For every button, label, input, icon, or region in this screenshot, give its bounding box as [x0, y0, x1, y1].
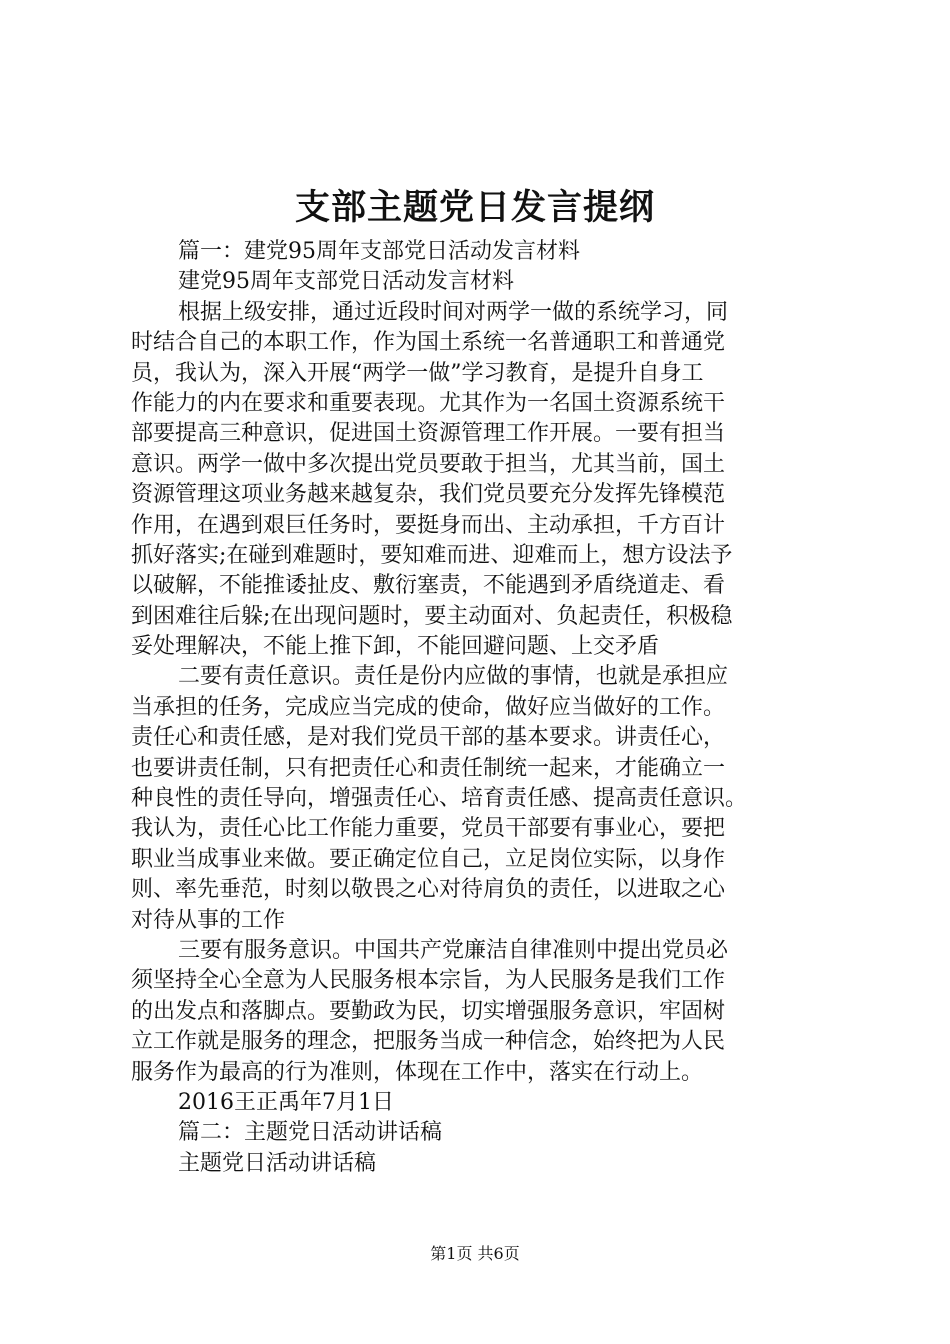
paragraph-line: 部要提高三种意识，促进国土资源管理工作开展。一要有担当 [131, 421, 726, 447]
paragraph-line: 服务作为最高的行为准则，体现在工作中，落实在行动上。 [131, 1059, 704, 1085]
section-heading-2: 篇二：主题党日活动讲话稿 [178, 1120, 443, 1146]
paragraph-line: 资源管理这项业务越来越复杂，我们党员要充分发挥先锋模范 [131, 482, 726, 508]
paragraph-line: 三要有服务意识。中国共产党廉洁自律准则中提出党员必 [178, 937, 729, 963]
paragraph-line: 也要讲责任制，只有把责任心和责任制统一起来，才能确立一 [131, 755, 726, 781]
paragraph-line: 根据上级安排，通过近段时间对两学一做的系统学习，同 [178, 299, 729, 325]
paragraph-line: 我认为，责任心比工作能力重要，党员干部要有事业心，要把 [131, 816, 726, 842]
subtitle-2: 主题党日活动讲话稿 [178, 1150, 377, 1176]
paragraph-line: 作能力的内在要求和重要表现。尤其作为一名国土资源系统干 [131, 390, 726, 416]
section-heading-1: 篇一：建党95周年支部党日活动发言材料 [178, 239, 580, 264]
document-title: 支部主题党日发言提纲 [294, 187, 655, 228]
subtitle-1: 建党95周年支部党日活动发言材料 [178, 269, 514, 295]
paragraph-line: 种良性的责任导向，增强责任心、培育责任感、提高责任意识。 [131, 786, 748, 812]
paragraph-line: 意识。两学一做中多次提出党员要敢于担当，尤其当前，国土 [131, 451, 726, 477]
paragraph-line: 以破解，不能推诿扯皮、敷衍塞责，不能遇到矛盾绕道走、看 [131, 573, 726, 599]
paragraph-line: 妥处理解决，不能上推下卸，不能回避问题、上交矛盾 [131, 634, 660, 660]
paragraph-line: 时结合自己的本职工作，作为国土系统一名普通职工和普通党 [131, 330, 726, 356]
paragraph-line: 抓好落实;在碰到难题时，要知难而进、迎难而上，想方设法予 [131, 542, 733, 568]
page-footer: 第1页 共6页 [430, 1244, 520, 1263]
date-line: 2016王正禹年7月1日 [178, 1089, 394, 1115]
paragraph-line: 须坚持全心全意为人民服务根本宗旨，为人民服务是我们工作 [131, 968, 726, 994]
paragraph-line: 职业当成事业来做。要正确定位自己，立足岗位实际，以身作 [131, 846, 726, 872]
paragraph-line: 则、率先垂范，时刻以敬畏之心对待肩负的责任，以进取之心 [131, 877, 726, 903]
paragraph-line: 的出发点和落脚点。要勤政为民，切实增强服务意识，牢固树 [131, 998, 726, 1024]
document-body [131, 237, 831, 1179]
paragraph-line: 员，我认为，深入开展“两学一做”学习教育，是提升自身工 [131, 360, 704, 386]
paragraph-line: 作用，在遇到艰巨任务时，要挺身而出、主动承担，千方百计 [131, 512, 726, 538]
paragraph-line: 责任心和责任感，是对我们党员干部的基本要求。讲责任心， [131, 725, 726, 751]
paragraph-line: 二要有责任意识。责任是份内应做的事情，也就是承担应 [178, 664, 729, 690]
paragraph-line: 到困难往后躲;在出现问题时，要主动面对、负起责任，积极稳 [131, 603, 733, 629]
paragraph-line: 当承担的任务，完成应当完成的使命，做好应当做好的工作。 [131, 694, 726, 720]
paragraph-line: 对待从事的工作 [131, 907, 286, 933]
paragraph-line: 立工作就是服务的理念，把服务当成一种信念，始终把为人民 [131, 1029, 726, 1055]
